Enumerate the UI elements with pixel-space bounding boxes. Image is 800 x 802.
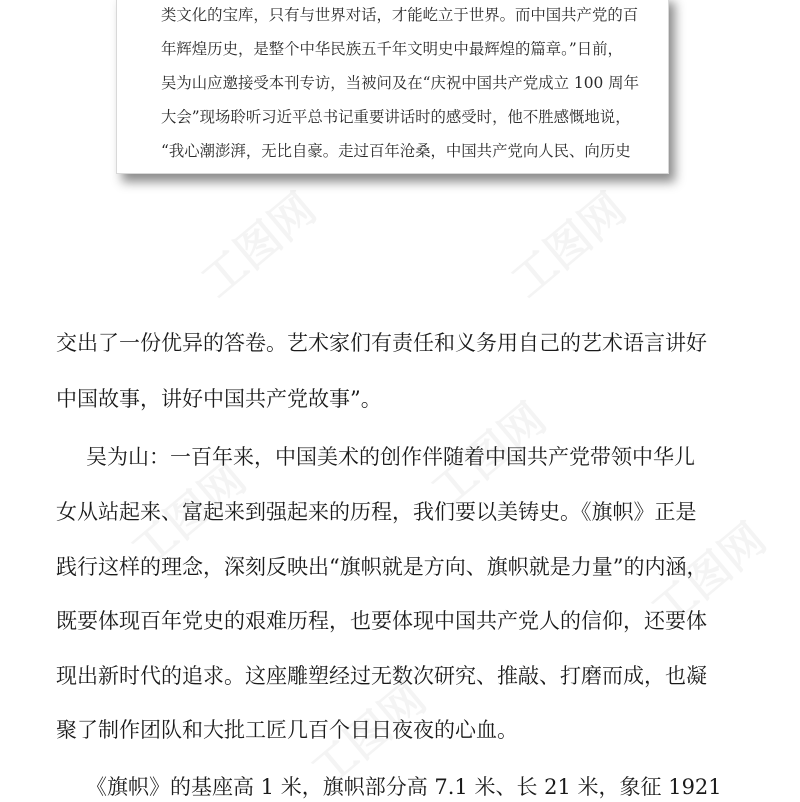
body-text-line: 现出新时代的追求。这座雕塑经过无数次研究、推敲、打磨而成，也凝 (56, 664, 707, 688)
body-text-line: 女从站起来、富起来到强起来的历程，我们要以美铸史。《旗帜》正是 (56, 500, 697, 524)
watermark (185, 175, 327, 309)
body-text-line: 既要体现百年党史的艰难历程，也要体现中国共产党人的信仰，还要体 (56, 609, 707, 633)
body-text-line: 吴为山：一百年来，中国美术的创作伴随着中国共产党带领中华儿 (86, 445, 695, 469)
body-text-line: 交出了一份优异的答卷。艺术家们有责任和义务用自己的艺术语言讲好 (56, 331, 707, 355)
body-text-line: 聚了制作团队和大批工匠几百个日日夜夜的心血。 (56, 718, 518, 742)
quote-line: “我心潮澎湃，无比自豪。走过百年沧桑，中国共产党向人民、向历史 (161, 142, 631, 160)
body-text-line: 中国故事，讲好中国共产党故事”。 (56, 387, 382, 411)
quote-card (116, 0, 669, 174)
body-text-line: 践行这样的理念，深刻反映出“旗帜就是方向、旗帜就是力量”的内涵， (56, 555, 708, 579)
quote-line: 大会”现场聆听习近平总书记重要讲话时的感受时，他不胜感慨地说， (161, 108, 631, 126)
body-text-line: 《旗帜》的基座高 1 米，旗帜部分高 7.1 米、长 21 米，象征 1921 (86, 775, 722, 799)
watermark (495, 175, 637, 309)
quote-line: 吴为山应邀接受本刊专访，当被问及在“庆祝中国共产党成立 100 周年 (161, 74, 639, 92)
quote-line: 类文化的宝库，只有与世界对话，才能屹立于世界。而中国共产党的百 (161, 6, 639, 24)
quote-line: 年辉煌历史，是整个中华民族五千年文明史中最辉煌的篇章。”日前， (161, 40, 623, 58)
